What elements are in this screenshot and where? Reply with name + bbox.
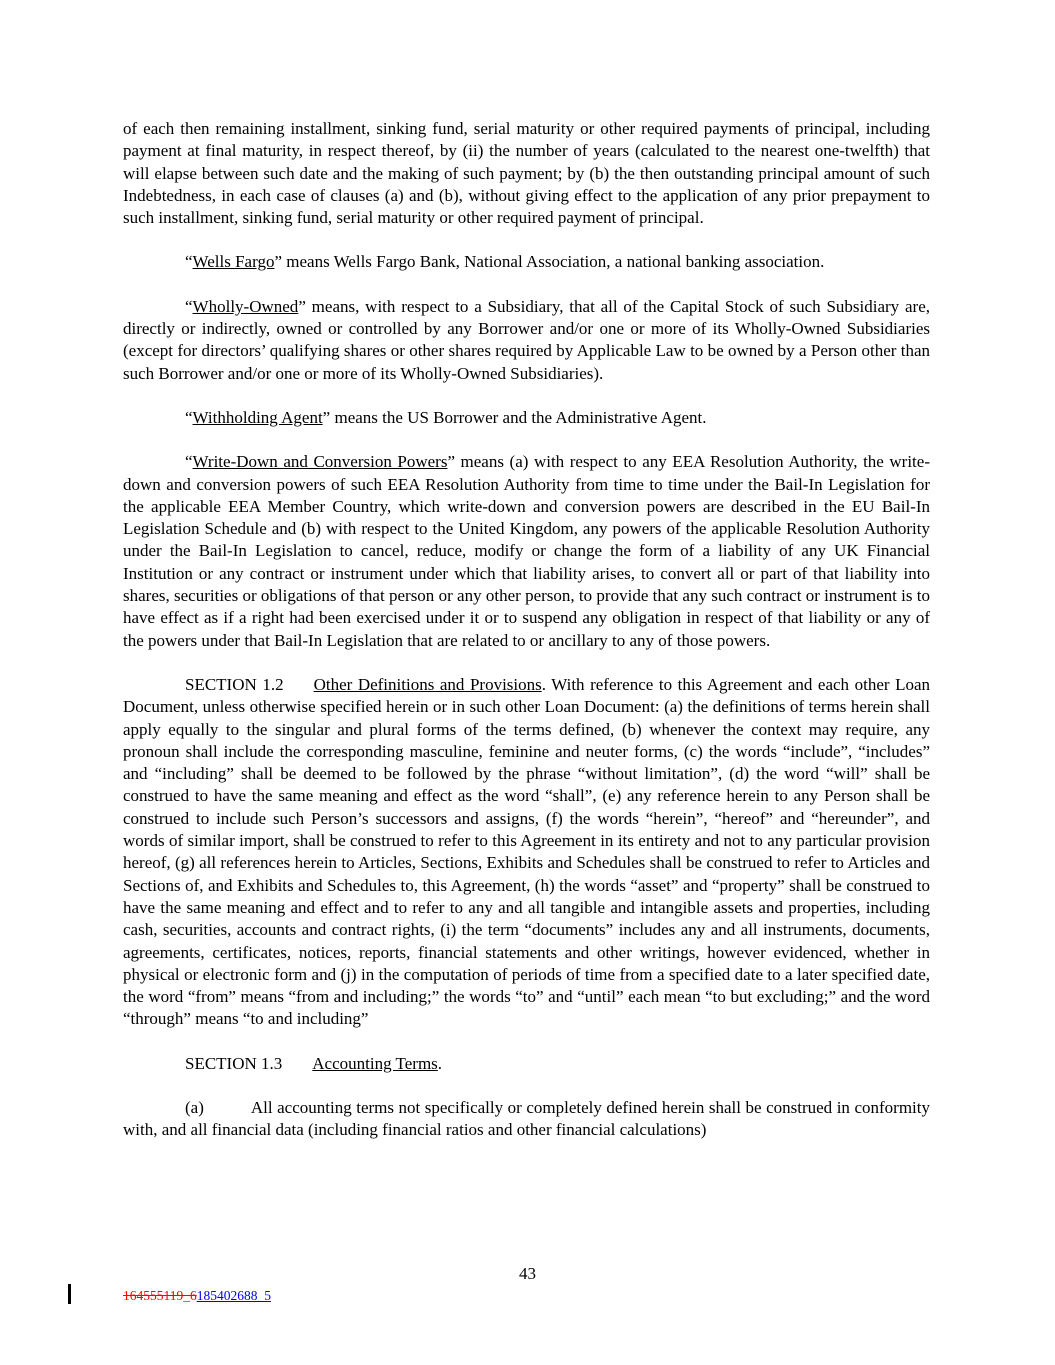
- footer-doc-id: [123, 1288, 271, 1304]
- text-run: “: [185, 296, 193, 316]
- page-number: 43: [519, 1264, 536, 1283]
- tab-space: [282, 1068, 312, 1069]
- document-body: [123, 118, 930, 1164]
- text-run: SECTION 1.2: [185, 674, 284, 694]
- defined-term: Withholding Agent: [192, 407, 323, 427]
- defined-term: Wholly-Owned: [192, 296, 299, 316]
- text-run: ” means the US Borrower and the Administrative Agent.: [322, 407, 707, 427]
- text-run: of each then remaining installment, sinking fund, serial maturity or other required payments of principal, including payment at final maturity, in respect thereof, by (ii) the number of years (calculated to the nearest one-twelfth) that will elapse between such date and the making of such payment; by (b) the then outstanding principal amount of such Indebtedness, in each case of clauses (a) and (b), without giving effect to the application of any prior prepayment to such installment, sinking fund, serial maturity or other required payment of principal.: [123, 119, 930, 228]
- text-run: “: [185, 407, 193, 427]
- tab-space: [204, 1112, 251, 1113]
- text-run: “: [185, 252, 193, 272]
- paragraph: [123, 674, 930, 1031]
- text-run: ” means Wells Fargo Bank, National Association, a national banking association.: [274, 252, 825, 272]
- text-run: ” means (a) with respect to any EEA Resolution Authority, the write-down and conversion powers of such EEA Resolution Authority from time to time under the Bail-In Legislation for the applicable EEA Member Country, which write-down and conversion powers are described in the EU Bail-In Legislation Schedule and (b) with respect to the United Kingdom, any powers of the applicable Resolution Authority under the Bail-In Legislation to cancel, reduce, modify or change the form of a liability of any UK Financial Institution or any contract or instrument under which that liability arises, to convert all or part of that liability into shares, securities or obligations of that person or any other person, to provide that any such contract or instrument is to have effect as if a right had been exercised under it or to suspend any obligation in respect of that liability or any of the powers under that Bail-In Legislation that are related to or ancillary to any of those powers.: [123, 452, 930, 650]
- paragraph: [123, 451, 930, 652]
- paragraph: [123, 1053, 930, 1075]
- text-run: . With reference to this Agreement and each other Loan Document, unless otherwise specified herein or in such other Loan Document: (a) the definitions of terms herein shall apply equally to the singular and plural forms of the terms defined, (b) whenever the context may require, any pronoun shall include the corresponding masculine, feminine and neuter forms, (c) the words “include”, “includes” and “including” shall be deemed to be followed by the phrase “without limitation”, (d) the word “will” shall be construed to have the same meaning and effect as the word “shall”, (e) any reference herein to any Person shall be construed to include such Person’s successors and assigns, (f) the words “herein”, “hereof” and “hereunder”, and words of similar import, shall be construed to refer to this Agreement in its entirety and not to any particular provision hereof, (g) all references herein to Articles, Sections, Exhibits and Schedules shall be construed to refer to Articles and Sections of, and Exhibits and Schedules to, this Agreement, (h) the words “asset” and “property” shall be construed to have the same meaning and effect and to refer to any and all tangible and intangible assets and properties, including cash, securities, accounts and contract rights, (i) the term “documents” includes any and all instruments, documents, agreements, certificates, notices, reports, financial statements and other writings, however evidenced, whether in physical or electronic form and (j) in the computation of periods of time from a specified date to a later specified date, the word “from” means “from and including;” the words “to” and “until” each mean “to but excluding;” and the word “through” means “to and including”: [123, 674, 931, 1029]
- text-run: “: [185, 452, 193, 472]
- paragraph: [123, 296, 930, 385]
- text-run: (a): [185, 1097, 204, 1117]
- tab-space: [284, 689, 314, 690]
- defined-term: Write-Down and Conversion Powers: [192, 452, 448, 472]
- inserted-doc-id: 185402688_5: [196, 1288, 271, 1303]
- paragraph: [123, 1097, 930, 1142]
- change-bar: [68, 1284, 71, 1304]
- deleted-doc-id: 164555119_6: [123, 1288, 197, 1303]
- text-run: SECTION 1.3: [185, 1053, 283, 1073]
- text-run: .: [437, 1053, 443, 1073]
- text-run: All accounting terms not specifically or completely defined herein shall be construed in conformity with, and all financial data (including financial ratios and other financial calculations): [123, 1097, 930, 1140]
- paragraph: [123, 118, 930, 229]
- paragraph: [123, 251, 930, 273]
- defined-term: Other Definitions and Provisions: [313, 674, 542, 694]
- defined-term: Wells Fargo: [192, 252, 275, 272]
- text-run: ” means, with respect to a Subsidiary, that all of the Capital Stock of such Subsidiary are, directly or indirectly, owned or controlled by any Borrower and/or one or more of its Wholly-Owned Subsidiaries (except for directors’ qualifying shares or other shares required by Applicable Law to be owned by a Person other than such Borrower and/or one or more of its Wholly-Owned Subsidiaries).: [123, 296, 930, 383]
- defined-term: Accounting Terms: [312, 1053, 438, 1073]
- paragraph: [123, 407, 930, 429]
